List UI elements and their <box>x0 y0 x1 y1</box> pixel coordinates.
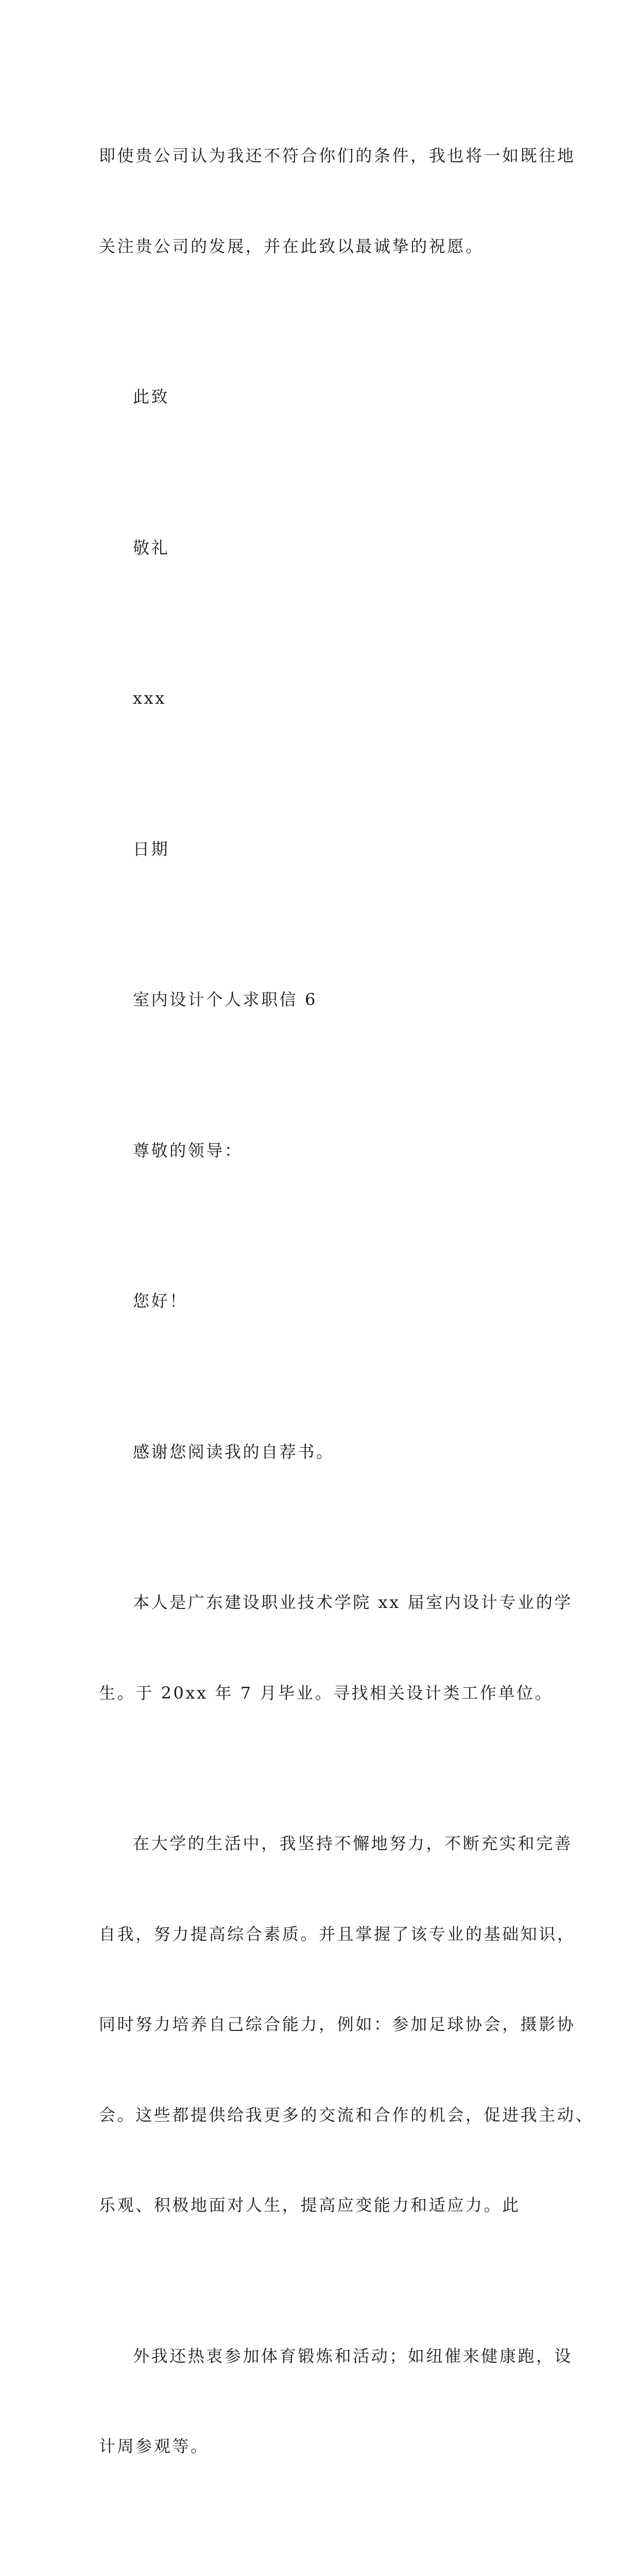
text-line: 感谢您阅读我的自荐书。 <box>99 1437 542 1467</box>
text-line: 在大学的生活中，我坚持不懈地努力，不断充实和完善 <box>99 1828 542 1859</box>
text-line: 敬礼 <box>99 533 542 563</box>
paragraph-activities <box>99 2281 542 2522</box>
text-line: 自我，努力提高综合素质。并且掌握了该专业的基础知识， <box>99 1919 542 1950</box>
signature-date <box>99 774 542 925</box>
signature-name <box>99 623 542 774</box>
paragraph-work-experience <box>99 2522 542 2576</box>
section-heading <box>99 924 542 1075</box>
paragraph-thanks <box>99 1377 542 1528</box>
text-line: 室内设计个人求职信 6 <box>99 985 542 1015</box>
text-line: xxx <box>99 683 542 714</box>
greeting-hello <box>99 1226 542 1377</box>
letter-body <box>99 80 542 2576</box>
text-line: 此致 <box>99 382 542 412</box>
text-line: 日期 <box>99 834 542 865</box>
text-line: 生。于 20xx 年 7 月毕业。寻找相关设计类工作单位。 <box>99 1678 542 1708</box>
text-line: 您好！ <box>99 1286 542 1316</box>
text-line: 同时努力培养自己综合能力，例如：参加足球协会，摄影协 <box>99 2009 542 2040</box>
document-page <box>0 0 639 904</box>
paragraph-closing-remarks <box>99 80 542 321</box>
text-line: 关注贵公司的发展，并在此致以最诚挚的祝愿。 <box>99 231 542 262</box>
salutation-cizhi <box>99 321 542 472</box>
text-line: 外我还热衷参加体育锻炼和活动；如纽催来健康跑，设 <box>99 2341 542 2371</box>
text-line: 乐观、积极地面对人生，提高应变能力和适应力。此 <box>99 2190 542 2221</box>
greeting-recipient <box>99 1075 542 1226</box>
text-line: 尊敬的领导： <box>99 1136 542 1166</box>
salutation-jingli <box>99 472 542 623</box>
paragraph-university-life <box>99 1768 542 2281</box>
text-line: 计周参观等。 <box>99 2431 542 2462</box>
text-line: 本人是广东建设职业技术学院 xx 届室内设计专业的学 <box>99 1587 542 1618</box>
text-line: 即使贵公司认为我还不符合你们的条件，我也将一如既往地 <box>99 141 542 171</box>
paragraph-introduction <box>99 1527 542 1768</box>
text-line: 会。这些都提供给我更多的交流和合作的机会，促进我主动、 <box>99 2100 542 2130</box>
